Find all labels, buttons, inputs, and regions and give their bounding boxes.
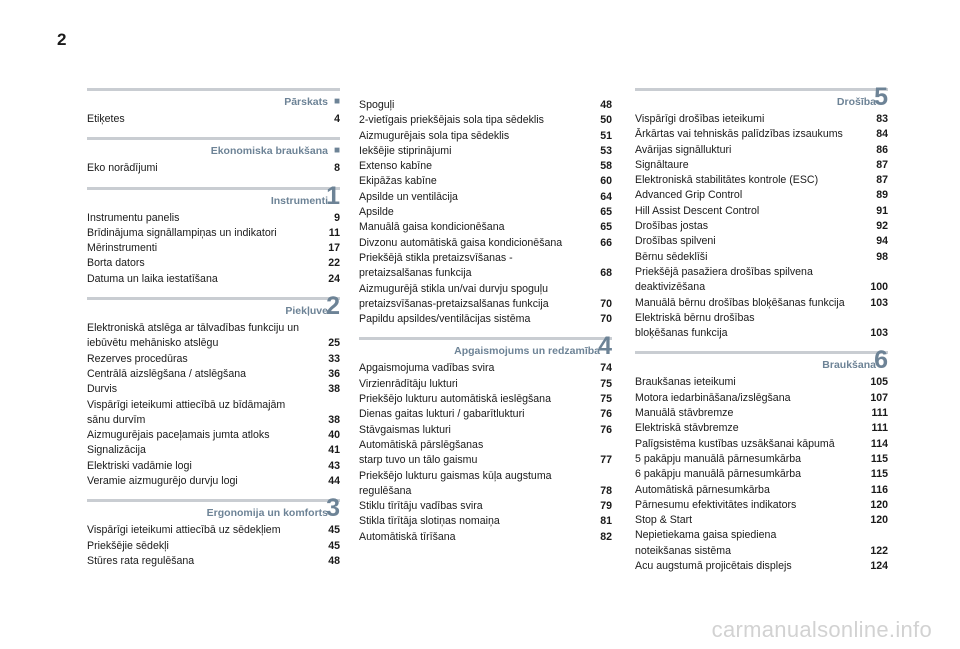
toc-entry-title: Etiķetes (87, 113, 125, 125)
toc-entry[interactable] (635, 375, 888, 390)
toc-entry-page: 40 (328, 429, 340, 442)
toc-entry-title: Divzonu automātiskā gaisa kondicionēšana (359, 236, 563, 249)
toc-entry-page: 68 (600, 267, 612, 280)
toc-entry-title: Priekšējie sēdekļi (87, 539, 169, 552)
toc-entry-page: 124 (870, 560, 888, 573)
toc-entry[interactable] (635, 437, 888, 452)
toc-entry-page: 107 (870, 391, 888, 404)
toc-entry[interactable] (359, 174, 612, 189)
section-title: Ekonomiska braukšana (210, 145, 328, 158)
toc-entry[interactable] (359, 251, 612, 282)
toc-section (359, 332, 612, 545)
toc-entry[interactable] (359, 144, 612, 159)
toc-entry-title: Elektroniskā stabilitātes kontrole (ESC) (635, 174, 819, 187)
toc-entry-page: 83 (876, 113, 888, 125)
toc-entry-title: Rezerves procedūras (87, 352, 188, 365)
toc-entry-title: Palīgsistēma kustības uzsākšanai kāpumā (635, 437, 835, 450)
toc-entry-page: 100 (870, 281, 888, 294)
toc-entry-page: 87 (876, 174, 888, 187)
toc-entry-page: 11 (328, 226, 340, 239)
toc-entry-page: 74 (600, 362, 612, 375)
toc-entry[interactable] (635, 188, 888, 203)
toc-entry-title: Instrumentu panelis (87, 211, 180, 224)
section-number: 6 (874, 346, 888, 375)
toc-entry-page: 92 (876, 220, 888, 233)
toc-entry-title: Automātiskā pārnesumkārba (635, 483, 770, 496)
toc-section (87, 137, 340, 176)
toc-entry-title: Signāltaure (635, 158, 689, 171)
toc-entry-page: 8 (334, 162, 340, 175)
toc-entry-page: 53 (600, 144, 612, 157)
toc-entry-page: 84 (876, 128, 888, 141)
toc-entry-title: 5 pakāpju manuālā pārnesumkārba (635, 452, 802, 465)
toc-entry-page: 116 (870, 483, 888, 496)
toc-entry-page: 87 (876, 158, 888, 171)
toc-entry-title: Apsilde un ventilācija (359, 190, 458, 203)
toc-entry[interactable] (87, 321, 340, 352)
toc-entry-title: Braukšanas ieteikumi (635, 376, 736, 389)
toc-entry[interactable] (635, 143, 888, 158)
toc-entry-page: 45 (328, 524, 340, 537)
toc-entry-page: 75 (600, 393, 612, 406)
toc-entry[interactable] (635, 406, 888, 421)
toc-entry-title: Manuālā stāvbremze (635, 407, 734, 420)
toc-entry[interactable] (359, 499, 612, 514)
toc-entry-page: 48 (328, 554, 340, 567)
toc-entry-title: 6 pakāpju manuālā pārnesumkārba (635, 468, 802, 481)
toc-entry[interactable] (635, 452, 888, 467)
toc-entry-title: Automātiskā pārslēgšanas starp tuvo un tālo gaismu (359, 438, 484, 467)
toc-entry[interactable] (359, 236, 612, 251)
toc-entry[interactable] (87, 428, 340, 443)
toc-entry-page: 75 (600, 377, 612, 390)
toc-entry-title: Stāvgaismas lukturi (359, 423, 451, 436)
toc-entry[interactable] (359, 113, 612, 128)
section-header (635, 83, 888, 112)
toc-section (87, 181, 340, 287)
section-header (635, 346, 888, 375)
toc-entry-title: Nepietiekama gaisa spiediena noteikšanas sistēma (635, 529, 777, 557)
section-title: Piekļuve (285, 305, 328, 318)
toc-entry[interactable] (87, 241, 340, 256)
toc-entry[interactable] (635, 528, 888, 559)
section-header (87, 292, 340, 321)
toc-entry-title: Stiklu tīrītāju vadības svira (359, 500, 483, 513)
toc-entry-title: Elektroniskā atslēga ar tālvadības funkciju un iebūvētu mehānisko atslēgu (87, 322, 299, 350)
toc-entry-title: Veramie aizmugurējo durvju logi (87, 475, 238, 488)
toc-section (87, 88, 340, 127)
toc-entry[interactable] (359, 530, 612, 545)
toc-entry-page: 41 (328, 444, 340, 457)
toc-entry-page: 51 (600, 129, 612, 142)
toc-entry-page: 50 (600, 114, 612, 127)
toc-entry-page: 38 (328, 413, 340, 426)
toc-entry[interactable] (635, 311, 888, 342)
toc-entry-title: Dienas gaitas lukturi / gabarītlukturi (359, 408, 525, 421)
toc-entry[interactable] (87, 352, 340, 367)
toc-entry[interactable] (635, 173, 888, 188)
toc-entry-title: Extenso kabīne (359, 160, 433, 173)
toc-entry-page: 115 (870, 452, 888, 465)
toc-entry[interactable] (635, 112, 888, 127)
toc-entry[interactable] (635, 265, 888, 296)
toc-entry[interactable] (87, 382, 340, 397)
toc-entry-page: 60 (600, 175, 612, 188)
toc-entry-title: Signalizācija (87, 444, 146, 457)
section-number: 5 (874, 83, 888, 111)
toc-entry[interactable] (87, 474, 340, 489)
toc-entry[interactable] (87, 398, 340, 429)
section-header (87, 137, 340, 161)
toc-entry[interactable] (635, 296, 888, 311)
toc-entry-page: 17 (328, 242, 340, 255)
toc-entry-page: 111 (871, 422, 888, 435)
toc-entry-title: Ārkārtas vai tehniskās palīdzības izsaukums (635, 128, 843, 141)
toc-entry-title: Aizmugurējais sola tipa sēdeklis (359, 129, 510, 142)
toc-entry-title: Ekipāžas kabīne (359, 175, 437, 188)
toc-entry[interactable] (635, 234, 888, 249)
toc-entry-title: Borta dators (87, 257, 145, 270)
section-header (359, 332, 612, 361)
section-number: ■ (333, 96, 340, 107)
toc-entry-page: 94 (876, 235, 888, 248)
section-header (87, 494, 340, 523)
toc-entry-title: Drošības jostas (635, 220, 709, 233)
toc-entry-title: Mērinstrumenti (87, 242, 158, 255)
toc-entry-page: 111 (871, 407, 888, 420)
toc-entry-title: Centrālā aizslēgšana / atslēgšana (87, 367, 247, 380)
section-number: 4 (598, 332, 612, 361)
toc-entry[interactable] (359, 159, 612, 174)
toc-entry-title: Apgaismojuma vadības svira (359, 362, 495, 375)
toc-entry-page: 79 (600, 500, 612, 513)
toc-entry[interactable] (635, 219, 888, 234)
toc-entry-page: 36 (328, 367, 340, 380)
toc-entry-page: 38 (328, 383, 340, 396)
toc-entry-page: 64 (600, 190, 612, 203)
toc-entry-title: Elektriskā bērnu drošības bloķēšanas funkcija (635, 311, 755, 340)
toc-entry-title: Stikla tīrītāja slotiņas nomaiņa (359, 515, 500, 528)
toc-entry-title: Brīdinājuma signāllampiņas un indikatori (87, 226, 277, 239)
toc-section (635, 83, 888, 341)
toc-entry[interactable] (359, 205, 612, 220)
section-number: ■ (333, 145, 340, 157)
section-title: Pārskats (284, 96, 328, 108)
toc-entry-title: Advanced Grip Control (635, 189, 743, 202)
toc-entry-page: 120 (870, 498, 888, 511)
toc-entry-page: 81 (600, 515, 612, 528)
toc-entry-title: Aizmugurējais paceļamais jumta atloks (87, 429, 270, 442)
toc-entry-title: Elektriskā stāvbremze (635, 422, 739, 435)
toc-entry[interactable] (359, 282, 612, 313)
toc-entry-page: 65 (600, 206, 612, 219)
toc-entry-title: Pārnesumu efektivitātes indikators (635, 498, 797, 511)
toc-entry-title: Vispārīgi drošības ieteikumi (635, 113, 765, 125)
toc-entry-page: 76 (600, 423, 612, 436)
toc-entry[interactable] (87, 226, 340, 241)
toc-entry[interactable] (359, 438, 612, 469)
toc-entry-title: Priekšējo lukturu automātiskā ieslēgšana (359, 393, 551, 406)
toc-entry-title: Eko norādījumi (87, 162, 158, 175)
toc-entry-title: Apsilde (359, 206, 394, 219)
toc-entry-page: 25 (328, 337, 340, 350)
toc-entry[interactable] (359, 190, 612, 205)
toc-entry[interactable] (87, 539, 340, 554)
toc-entry[interactable] (635, 467, 888, 482)
toc-entry-page: 122 (870, 544, 888, 557)
toc-entry-title: Virzienrādītāju lukturi (359, 377, 458, 390)
toc-entry-title: Vispārīgi ieteikumi attiecībā uz bīdāmajām sānu durvīm (87, 398, 286, 426)
toc-section (87, 494, 340, 569)
toc-entry-page: 58 (600, 160, 612, 173)
toc-entry-page: 70 (600, 297, 612, 310)
toc-entry-page: 78 (600, 484, 612, 497)
toc-entry-title: Priekšējā pasažiera drošības spilvena deaktivizēšana (635, 265, 813, 294)
toc-entry-page: 91 (876, 204, 888, 217)
toc-entry[interactable] (359, 312, 612, 327)
toc-entry-title: Datuma un laika iestatīšana (87, 272, 218, 285)
toc-entry-title: Iekšējie stiprinājumi (359, 144, 452, 157)
toc-entry-title: Stūres rata regulēšana (87, 554, 195, 567)
toc-entry-title: Motora iedarbināšana/izslēgšana (635, 391, 791, 404)
toc-entry-title: Manuālā gaisa kondicionēšana (359, 221, 505, 234)
toc-entry-page: 48 (600, 99, 612, 111)
toc-entry-title: Priekšējo lukturu gaismas kūļa augstuma regulēšana (359, 469, 552, 497)
toc-entry-page: 43 (328, 459, 340, 472)
section-title: Drošība (836, 96, 876, 108)
toc-entry[interactable] (635, 498, 888, 513)
toc-entry-page: 33 (328, 352, 340, 365)
toc-entry[interactable] (359, 361, 612, 376)
page-number: 2 (57, 30, 67, 49)
toc-entry-page: 115 (870, 468, 888, 481)
toc-entry-page: 120 (870, 514, 888, 527)
toc-entry[interactable] (635, 127, 888, 142)
section-title: Braukšana (822, 359, 876, 372)
toc-entry[interactable] (635, 421, 888, 436)
section-number: 2 (326, 292, 340, 321)
toc-entry-page: 103 (870, 327, 888, 340)
toc-entry-title: Acu augstumā projicētais displejs (635, 560, 792, 573)
toc-entry-title: Hill Assist Descent Control (635, 204, 760, 217)
toc-entry-page: 22 (328, 257, 340, 270)
toc-entry[interactable] (359, 407, 612, 422)
toc-section (87, 292, 340, 489)
toc-column-1 (87, 88, 340, 569)
toc-entry-title: Vispārīgi ieteikumi attiecībā uz sēdekļiem (87, 524, 281, 537)
section-title: Apgaismojums un redzamība (454, 345, 600, 358)
toc-entry-page: 89 (876, 189, 888, 202)
toc-entry-page: 70 (600, 313, 612, 326)
toc-entry-page: 105 (870, 376, 888, 389)
toc-entry-title: Papildu apsildes/ventilācijas sistēma (359, 313, 531, 326)
toc-entry-title: Spoguļi (359, 99, 395, 111)
toc-entry[interactable] (87, 554, 340, 569)
toc-entry-title: Durvis (87, 383, 118, 396)
toc-entry-title: Drošības spilveni (635, 235, 716, 248)
toc-entry[interactable] (635, 391, 888, 406)
toc-entry[interactable] (87, 523, 340, 538)
toc-entry-page: 24 (328, 272, 340, 285)
toc-entry[interactable] (87, 211, 340, 226)
toc-entry-page: 82 (600, 530, 612, 543)
toc-entry[interactable] (87, 459, 340, 474)
toc-entry[interactable] (87, 367, 340, 382)
toc-entry[interactable] (87, 112, 340, 127)
toc-entry-title: Elektriski vadāmie logi (87, 459, 192, 472)
toc-entry-page: 44 (328, 475, 340, 488)
toc-entry-title: 2-vietīgais priekšējais sola tipa sēdeklis (359, 114, 544, 127)
section-title: Instrumenti (270, 194, 328, 207)
section-number: 3 (326, 494, 340, 523)
toc-entry-page: 76 (600, 408, 612, 421)
toc-entry[interactable] (635, 513, 888, 528)
toc-entry[interactable] (87, 443, 340, 458)
toc-entry[interactable] (635, 250, 888, 265)
toc-entry[interactable] (359, 377, 612, 392)
toc-entry[interactable] (359, 514, 612, 529)
section-number: 1 (326, 181, 340, 210)
toc-entry-page: 77 (600, 454, 612, 467)
toc-entry-title: Automātiskā tīrīšana (359, 530, 456, 543)
toc-entry[interactable] (359, 129, 612, 144)
toc-entry-page: 103 (870, 296, 888, 309)
toc-entry-title: Bērnu sēdeklīši (635, 250, 708, 263)
toc-entry[interactable] (87, 256, 340, 271)
toc-entry-page: 4 (334, 113, 340, 125)
toc-column-3 (635, 83, 888, 574)
toc-entry-page: 65 (600, 221, 612, 234)
toc-section (635, 346, 888, 574)
section-header (87, 88, 340, 112)
toc-entry[interactable] (359, 392, 612, 407)
section-header (87, 181, 340, 211)
toc-entry-page: 9 (334, 211, 340, 224)
toc-entry[interactable] (635, 483, 888, 498)
toc-entry-title: Priekšējā stikla pretaizsvīšanas - pretaizsalšanas funkcija (359, 251, 513, 280)
toc-entry[interactable] (87, 272, 340, 287)
toc-entry-page: 98 (876, 250, 888, 263)
toc-entry[interactable] (359, 423, 612, 438)
toc-entry-page: 66 (600, 236, 612, 249)
toc-entry[interactable] (635, 158, 888, 173)
toc-entry-title: Stop & Start (635, 514, 693, 527)
toc-entry[interactable] (87, 161, 340, 176)
toc-entry-title: Avārijas signāllukturi (635, 143, 732, 156)
toc-entry[interactable] (359, 220, 612, 235)
toc-entry[interactable] (359, 98, 612, 113)
toc-entry-page: 86 (876, 143, 888, 156)
toc-entry-title: Manuālā bērnu drošības bloķēšanas funkcija (635, 296, 845, 309)
toc-entry-title: Aizmugurējā stikla un/vai durvju spoguļu pretaizsvīšanas-pretaizsalšanas funkcija (359, 282, 549, 310)
toc-entry[interactable] (635, 559, 888, 574)
section-title: Ergonomija un komforts (206, 507, 328, 520)
toc-section (359, 98, 612, 327)
toc-entry-page: 114 (870, 437, 888, 450)
toc-entry[interactable] (359, 469, 612, 500)
toc-entry-page: 45 (328, 539, 340, 552)
toc-entry[interactable] (635, 204, 888, 219)
toc-column-2 (359, 88, 612, 545)
watermark: carmanualsonline.info (711, 617, 932, 642)
